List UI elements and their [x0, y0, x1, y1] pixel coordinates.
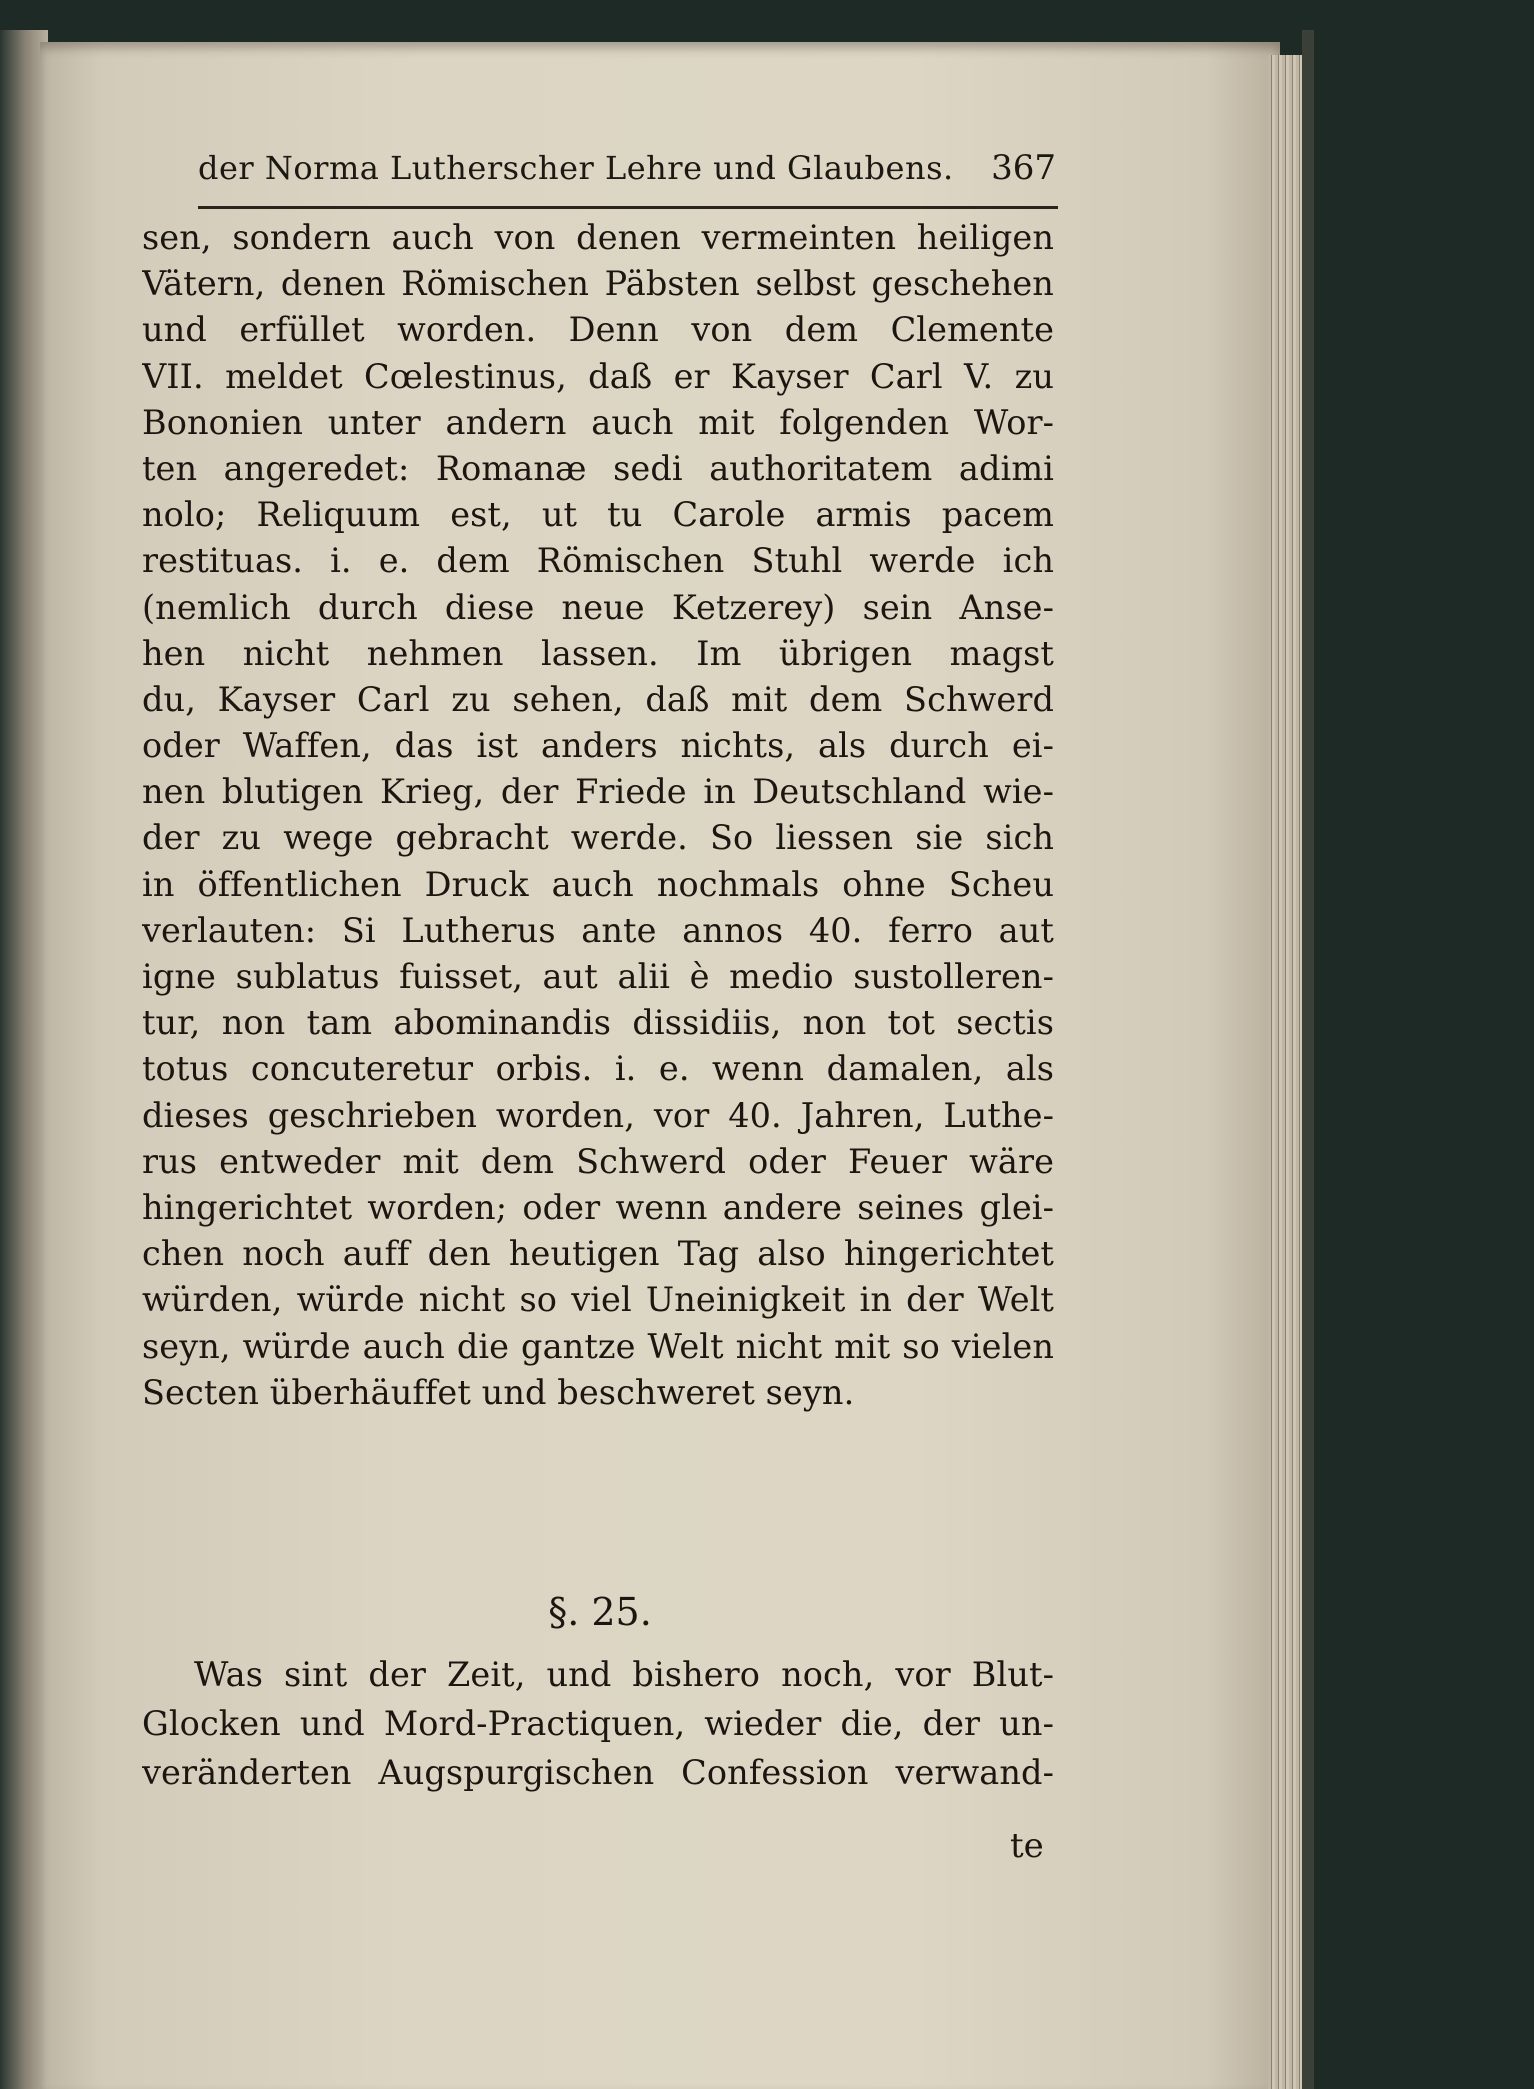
text-line: in öffentlichen Druck auch nochmals ohne Scheu [142, 864, 1054, 904]
text-line: sen, sondern auch von denen vermeinten heiligen [142, 218, 1054, 257]
page-number: 367 [991, 148, 1056, 188]
running-title: der Norma Lutherscher Lehre und Glaubens. [198, 149, 954, 187]
text-line: dieses geschrieben worden, vor 40. Jahren, Luthe- [142, 1095, 1054, 1135]
text-line: der zu wege gebracht werde. So liessen sie sich [142, 818, 1054, 858]
section-text [142, 1650, 1054, 1797]
text-line: Glocken und Mord-Practiquen, wieder die, der un- [142, 1704, 1054, 1743]
text-line: restituas. i. e. dem Römischen Stuhl werde ich [142, 541, 1054, 581]
text-line: igne sublatus fuisset, aut alii è medio sustolleren- [142, 957, 1054, 996]
text-line: VII. meldet Cœlestinus, daß er Kayser Carl V. zu [142, 356, 1054, 396]
text-line: totus concuteretur orbis. i. e. wenn damalen, als [142, 1049, 1054, 1089]
text-line: nen blutigen Krieg, der Friede in Deutschland wie- [142, 772, 1054, 812]
text-line: rus entweder mit dem Schwerd oder Feuer wäre [142, 1141, 1054, 1181]
text-line: tur, non tam abominandis dissidiis, non tot sectis [142, 1003, 1054, 1043]
text-line: und erfüllet worden. Denn von dem Clemente [142, 310, 1054, 350]
text-line: hingerichtet worden; oder wenn andere seines glei- [142, 1187, 1054, 1227]
body-text [142, 215, 1054, 1416]
header-rule [198, 206, 1058, 209]
running-header [198, 148, 1056, 196]
text-line: seyn, würde auch die gantze Welt nicht mit so vielen [142, 1326, 1054, 1366]
text-line: ten angeredet: Romanæ sedi authoritatem adimi [142, 448, 1054, 488]
text-line: verlauten: Si Lutherus ante annos 40. ferro aut [142, 910, 1054, 950]
text-line: Was sint der Zeit, und bishero noch, vor Blut- [194, 1655, 1054, 1694]
text-line: du, Kayser Carl zu sehen, daß mit dem Schwerd [142, 679, 1054, 719]
text-line: veränderten Augspurgischen Confession verwand- [142, 1753, 1054, 1792]
text-line: würden, würde nicht so viel Uneinigkeit in der Welt [142, 1280, 1054, 1320]
text-line: Secten überhäuffet und beschweret seyn. [142, 1372, 855, 1412]
text-line: chen noch auff den heutigen Tag also hingerichtet [142, 1234, 1054, 1274]
section-heading: §. 25. [548, 1590, 652, 1634]
text-line: nolo; Reliquum est, ut tu Carole armis pacem [142, 495, 1054, 535]
text-line: (nemlich durch diese neue Ketzerey) sein Anse- [142, 587, 1054, 627]
text-line: oder Waffen, das ist anders nichts, als durch ei- [142, 726, 1054, 766]
catchword: te [1010, 1826, 1044, 1866]
page-stack-edge [1268, 55, 1304, 2089]
text-line: Bononien unter andern auch mit folgenden Wor- [142, 402, 1054, 442]
text-line: hen nicht nehmen lassen. Im übrigen magst [142, 633, 1054, 673]
text-line: Vätern, denen Römischen Päbsten selbst geschehen [142, 264, 1054, 304]
cover-edge [1302, 30, 1314, 2089]
